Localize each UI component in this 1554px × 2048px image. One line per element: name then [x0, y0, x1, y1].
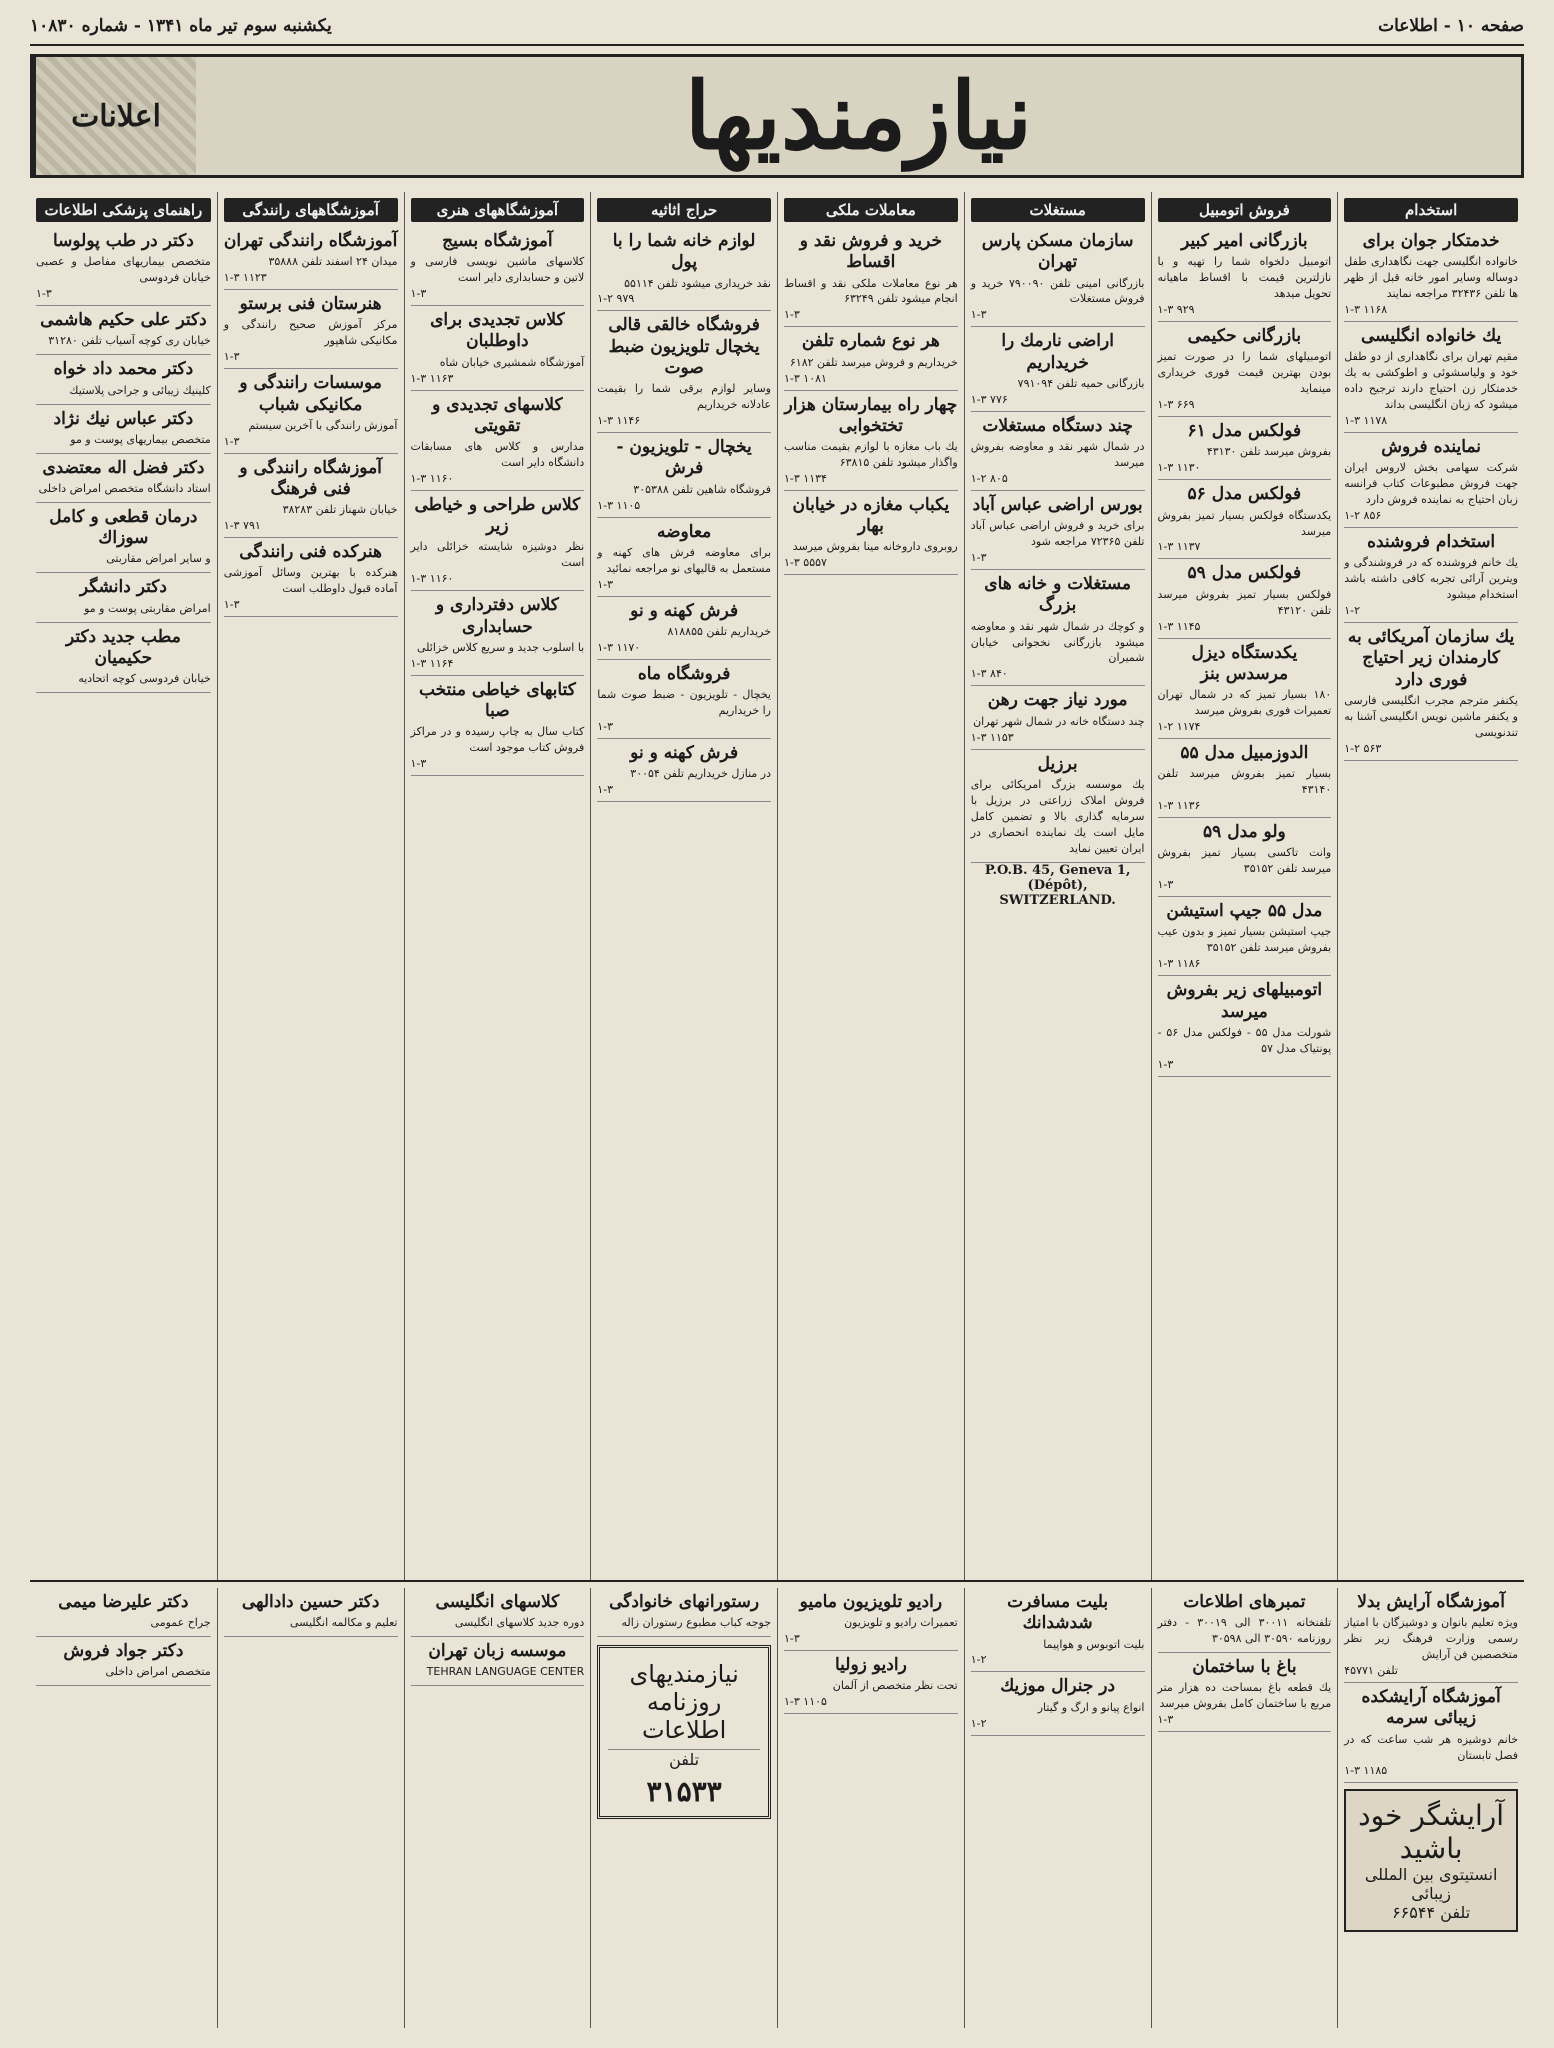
ad-body: یك باب مغازه با لوازم بقیمت مناسب واگذار میشود تلفن ۶۳۸۱۵	[784, 440, 958, 469]
ad-body: یخچال - تلویزیون - ضبط صوت شما را خریداریم	[597, 688, 771, 717]
ad-headline: کلاس دفترداری و حسابداری	[435, 595, 559, 637]
classified-ad	[597, 1588, 771, 1637]
ad-code: ۱-۳ ۱۱۵۳	[970, 730, 1014, 744]
classified-ad	[1158, 417, 1332, 480]
ad-headline: یك سازمان آمریکائی به کارمندان زیر احتیاج فوری دارد	[1347, 627, 1515, 690]
classified-ad	[1344, 433, 1518, 528]
ad-code: ۱-۳	[784, 1632, 800, 1646]
ad-body: شورلت مدل ۵۵ - فولکس مدل ۵۶ - پونتیاک مدل ۵۷	[1157, 1025, 1332, 1055]
lower-column	[217, 1588, 404, 2028]
ad-code: ۱-۲ ۸۵۶	[1344, 509, 1382, 523]
ad-code: ۱-۳ ۱۱۶۳	[410, 371, 454, 385]
ad-headline: معاوضه	[657, 521, 712, 542]
ad-headline: فرش کهنه و نو	[630, 600, 739, 621]
ad-code: ۱-۲ ۵۶۳	[1344, 741, 1382, 755]
classified-ad	[411, 227, 585, 306]
classified-ad	[36, 1637, 211, 1686]
ad-body: یکدستگاه فولکس بسیار تمیز بفروش میرسد	[1157, 508, 1332, 538]
classified-ad	[597, 227, 771, 311]
ad-headline: مطب جدید دکتر حکیمیان	[65, 626, 181, 668]
classified-ad	[971, 1672, 1145, 1735]
ad-body: ویژه تعلیم بانوان و دوشیزگان با امتیاز رسمی وزارت فرهنگ زیر نظر متخصصین فن آرایش	[1344, 1616, 1518, 1662]
ad-code: ۱-۳ ۱۱۶۸	[1344, 303, 1388, 317]
classified-ad	[971, 227, 1145, 327]
ad-code: ۱-۳	[597, 783, 614, 797]
column	[404, 192, 591, 1582]
classified-ad	[411, 306, 585, 390]
ad-body: با اسلوب جدید و سریع کلاس خزائلی	[416, 640, 585, 654]
column	[1151, 192, 1338, 1582]
classified-ad	[784, 1588, 958, 1651]
ad-headline: آموزشگاه آرایش بدلا	[1357, 1592, 1506, 1612]
ad-code: ۱-۲ ۱۱۷۴	[1157, 719, 1201, 733]
column	[30, 192, 217, 1582]
ad-code: ۱-۳ ۱۱۳۶	[1157, 799, 1201, 813]
ad-body: و سایر امراض مقاربتی	[106, 552, 211, 566]
ad-code: ۱-۳	[410, 757, 427, 771]
column	[217, 192, 404, 1582]
ad-body: نقد خریداری میشود تلفن ۵۵۱۱۴	[624, 276, 771, 290]
classified-ad	[1158, 559, 1332, 638]
ad-headline: مدل ۵۵ جیپ استیشن	[1166, 901, 1323, 922]
ad-headline: بازرگانی امیر کبیر	[1181, 231, 1308, 251]
classified-ad	[784, 227, 958, 327]
ad-headline: دکتر علی حکیم هاشمی	[40, 310, 207, 331]
ad-headline: فولکس مدل ۵۹	[1187, 563, 1302, 584]
lower-column	[1337, 1588, 1524, 2028]
classified-ad	[971, 412, 1145, 491]
ad-headline: بلیت مسافرت شدشدانك	[1007, 1592, 1109, 1634]
ad-body: فولکس بسیار تمیز بفروش میرسد تلفن ۴۳۱۲۰	[1157, 587, 1332, 617]
section-heading: مستغلات	[971, 198, 1145, 222]
classified-ad	[224, 454, 398, 538]
ad-headline: فروشگاه خالقی قالی یخچال تلویزیون ضبط صوت	[608, 315, 760, 378]
ad-headline: ولو مدل ۵۹	[1203, 822, 1286, 843]
ad-body: جیپ استیشن بسیار تمیز و بدون عیب بفروش میرسد تلفن ۳۵۱۵۲	[1157, 925, 1332, 955]
ad-code: ۱-۳	[970, 551, 987, 565]
classified-ad	[1158, 1653, 1332, 1732]
ad-headline: دکتر علیرضا میمی	[58, 1592, 189, 1612]
ad-code: ۱-۲ ۸۰۵	[970, 471, 1008, 485]
ad-body: میدان ۲۴ اسفند تلفن ۳۵۸۸۸	[268, 255, 398, 269]
classified-ad	[36, 573, 211, 622]
lower-column	[1151, 1588, 1338, 2028]
ad-code: ۱-۳	[597, 719, 614, 733]
ad-code: ۱-۳ ۱۱۴۶	[597, 414, 641, 428]
beauty-institute-ad	[1344, 1789, 1518, 1932]
ad-body: استاد دانشگاه متخصص امراض داخلی	[38, 481, 211, 495]
page-header	[30, 14, 1524, 46]
ad-headline: کلاسهای تجدیدی و تقویتی	[432, 394, 563, 436]
ad-code: ۱-۳	[223, 350, 240, 364]
page-number: صفحه ۱۰ - اطلاعات	[1378, 16, 1524, 36]
ad-code: ۱-۳	[223, 434, 240, 448]
ad-body: وسایر لوازم برقی شما را بقیمت عادلانه خریداریم	[597, 382, 771, 412]
classified-ad	[1344, 528, 1518, 623]
section-heading: معاملات ملکی	[784, 198, 958, 222]
ad-body: خریداریم و فروش میرسد تلفن ۶۱۸۲	[789, 355, 958, 369]
ad-body: مرکز آموزش صحیح رانندگی و مکانیکی شاهپور	[223, 318, 398, 348]
masthead	[30, 54, 1524, 178]
classified-ad	[1158, 897, 1332, 976]
box-phone: ۳۱۵۳۳	[646, 1775, 722, 1809]
newspaper-classifieds-box	[597, 1645, 771, 1819]
ad-body: هنرکده با بهترین وسائل آموزشی آماده قبول داوطلب است	[223, 566, 398, 596]
ad-code: ۱-۳	[36, 287, 52, 301]
ad-headline: باغ با ساختمان	[1192, 1657, 1297, 1678]
box-label: تلفن	[669, 1750, 700, 1770]
classified-ad	[411, 391, 585, 491]
ad-code: ۱-۳ ۱۱۷۸	[1344, 414, 1388, 428]
classified-ad	[1344, 322, 1518, 433]
classified-ad	[971, 1588, 1145, 1672]
ad-code: ۱-۳	[784, 308, 800, 322]
ad-code: ۱-۳ ۱۱۰۵	[597, 498, 641, 512]
ad-body: در منازل خریداریم تلفن ۳۰۰۵۴	[630, 767, 771, 781]
ad-headline: کتابهای خیاطی منتخب صبا	[418, 679, 576, 721]
ad-code: ۱-۳	[223, 598, 240, 612]
ad-code: ۱-۳ ۸۴۰	[970, 667, 1008, 681]
footer-ad-headline: آرایشگر خود باشید	[1358, 1799, 1505, 1866]
ad-body: آموزشگاه شمشیری خیابان شاه	[439, 355, 585, 369]
classified-ad	[224, 227, 398, 290]
ad-headline: رادیو تلویزیون مامیو	[799, 1592, 943, 1612]
masthead-title: نیازمندیها	[684, 62, 1033, 170]
column	[777, 192, 964, 1582]
ad-headline: یکباب مغازه در خیابان بهار	[792, 494, 950, 537]
classified-ad	[1344, 1588, 1518, 1683]
ad-body: ۱۸۰ بسیار تمیز که در شمال تهران تعمیرات فوری بفروش میرسد	[1157, 688, 1332, 717]
ad-body: خانواده انگلیسی جهت نگاهداری طفل دوساله وسایر امور خانه قبل از ظهر ها تلفن ۳۲۴۳۶ مراجعه نمایند	[1344, 255, 1518, 301]
ad-headline: استخدام فروشنده	[1367, 532, 1496, 553]
ad-headline: فروشگاه ماه	[637, 663, 731, 684]
section-heading: آموزشگاههای رانندگی	[224, 198, 398, 222]
ad-headline: آموزشگاه آرایشکده زیبائی سرمه	[1361, 1687, 1501, 1729]
classified-ad	[1158, 739, 1332, 818]
ad-body: شرکت سهامی بخش لاروس ایران جهت فروش مطبوعات کتاب فرانسه زبان احتیاج به نماینده فروش دارد	[1344, 461, 1518, 507]
classified-ad	[411, 1588, 585, 1637]
classified-ad	[1344, 1683, 1518, 1783]
ad-body: مقیم تهران برای نگاهداری از دو طفل خود و ولیاسشوئی و اطوکشی به یك خدمتکار زن احتیاج دارند ترجیح داده میشود که زبان انگلیسی بداند	[1344, 350, 1518, 412]
ad-body: کتاب سال به چاپ رسیده و در مراکز فروش کتاب موجود است	[410, 725, 585, 755]
ad-code: ۱-۲	[970, 1716, 987, 1730]
ad-headline: دکتر محمد داد خواه	[53, 359, 194, 380]
ad-code: ۱-۳	[597, 577, 614, 591]
ad-headline: دکتر حسین دادالهی	[241, 1592, 380, 1612]
classified-ad	[411, 591, 585, 675]
classified-ad	[597, 739, 771, 802]
ad-body: برای خرید و فروش اراضی عباس آباد تلفن ۷۲۳۶۵ مراجعه شود	[970, 519, 1145, 549]
ad-headline: اراضی نارمك را خریداریم	[1001, 331, 1114, 373]
classified-ad	[1158, 480, 1332, 559]
ad-code: تلفن ۴۵۷۷۱	[1344, 1664, 1398, 1678]
ad-body: خریداریم تلفن ۸۱۸۸۵۵	[667, 624, 771, 638]
classified-ad	[784, 491, 958, 575]
section-heading: حراج اثاثیه	[597, 198, 771, 222]
ad-code: ۱-۳ ۱۱۸۶	[1157, 957, 1201, 971]
ad-headline: دکتر جواد فروش	[63, 1641, 184, 1662]
ad-headline: چند دستگاه مستغلات	[982, 415, 1133, 436]
ad-body: کلاسهای ماشین نویسی فارسی و لاتین و حسابداری دایر است	[410, 255, 585, 285]
ad-code: ۱-۳ ۱۱۶۴	[410, 656, 454, 670]
classified-ad	[224, 369, 398, 453]
lower-column	[404, 1588, 591, 2028]
ad-code: ۱-۲	[1344, 604, 1361, 618]
ad-body: چند دستگاه خانه در شمال شهر تهران	[973, 714, 1145, 728]
ad-headline: فولکس مدل ۵۶	[1187, 484, 1302, 505]
footer-ad-phone: تلفن ۶۶۵۴۴	[1392, 1903, 1471, 1923]
ad-headline: دکتر در طب پولوسا	[52, 231, 194, 251]
ad-code: ۱-۳ ۱۱۰۵	[784, 1695, 827, 1709]
classified-ad	[224, 290, 398, 369]
ad-body: متخصص بیماریهای پوست و مو	[70, 432, 211, 446]
ad-headline: رستورانهای خانوادگی	[609, 1592, 760, 1612]
ad-headline: سازمان مسکن پارس تهران	[981, 231, 1134, 273]
issue-date: یکشنبه سوم تیر ماه ۱۳۴۱ - شماره ۱۰۸۳۰	[30, 16, 332, 36]
ad-body: برای معاوضه فرش های کهنه و مستعمل به قالیهای نو مراجعه نمائید	[597, 545, 771, 575]
classified-ad	[224, 1588, 398, 1637]
lower-column	[777, 1588, 964, 2028]
column	[1337, 192, 1524, 1582]
ad-body: وانت تاکسی بسیار تمیز بفروش میرسد تلفن ۳۵۱۵۲	[1157, 846, 1332, 876]
ad-headline: یکدستگاه دیزل مرسدس بنز	[1191, 642, 1298, 684]
ad-headline: آموزشگاه بسیج	[442, 231, 553, 251]
lower-section	[30, 1580, 1524, 2038]
ad-headline: تمبرهای اطلاعات	[1183, 1592, 1306, 1612]
ad-headline: لوازم خانه شما را با پول	[612, 231, 756, 273]
ad-code: ۱-۳ ۱۱۶۰	[410, 471, 454, 485]
ad-headline: آموزشگاه رانندگی و فنی فرهنگ	[239, 457, 382, 499]
classified-ad	[36, 503, 211, 573]
ad-headline: بازرگانی حکیمی	[1187, 326, 1302, 347]
ad-body: بازرگانی امینی تلفن ۷۹۰۰۹۰ خرید و فروش مستغلات	[970, 276, 1145, 306]
classified-ad	[784, 1651, 958, 1714]
ad-body: خیابان شهناز تلفن ۳۸۲۸۳	[282, 503, 398, 517]
ad-body: خیابان ری کوچه آسیاب تلفن ۳۱۲۸۰	[48, 334, 211, 348]
ad-body: دوره جدید کلاسهای انگلیسی	[454, 1616, 585, 1630]
ad-body: و کوچك در شمال شهر نقد و معاوضه میشود بازرگانی نخجوانی خیابان شمیران	[970, 619, 1145, 665]
ad-headline: در جنرال موزیك	[1000, 1676, 1116, 1697]
ad-headline: فرش کهنه و نو	[630, 742, 739, 763]
ad-headline: کلاس تجدیدی برای داوطلبان	[430, 310, 565, 352]
classified-ad	[784, 391, 958, 491]
classified-ad	[971, 327, 1145, 411]
ad-code: ۱-۳ ۱۱۷۰	[597, 640, 641, 654]
classified-ad	[1158, 1588, 1332, 1653]
ad-headline: یك خانواده انگلیسی	[1361, 326, 1502, 347]
ad-headline: برزیل	[1037, 753, 1078, 774]
classified-ad	[597, 433, 771, 517]
ad-code: ۱-۳ ۱۱۶۰	[410, 572, 454, 586]
classified-ad	[36, 227, 211, 306]
ad-headline: آموزشگاه رانندگی تهران	[223, 231, 398, 251]
classified-ad	[36, 405, 211, 454]
ad-body: تعلیم و مکالمه انگلیسی	[289, 1616, 398, 1630]
classified-ad	[1158, 818, 1332, 897]
ad-headline: دکتر فضل اله معتضدی	[42, 457, 205, 478]
classified-ad	[1158, 976, 1332, 1076]
ad-code: ۱-۳ ۶۶۹	[1157, 398, 1195, 412]
classified-ad	[597, 660, 771, 739]
ad-headline: موسسات رانندگی و مکانیکی شباب	[239, 373, 382, 415]
ad-body: جوجه کباب مطبوع رستوران زاله	[621, 1616, 771, 1630]
ad-body: یك خانم فروشنده که در فروشندگی و ویترین آرائی تجربه کافی داشته باشد استخدام میشود	[1344, 556, 1518, 602]
ad-headline: هنرکده فنی رانندگی	[239, 542, 382, 563]
ad-body: نظر دوشیزه شایسته خزائلی دایر است	[410, 540, 585, 570]
ad-body: فروشگاه شاهین تلفن ۳۰۵۳۸۸	[633, 482, 771, 496]
classified-ad	[1344, 623, 1518, 761]
mailing-address: P.O.B. 45, Geneva 1, (Dépôt), SWITZERLAND.	[984, 862, 1131, 908]
ad-body: بلیت اتوبوس و هواپیما	[1043, 1637, 1145, 1651]
masthead-tag: اعلانات	[33, 57, 196, 175]
ad-body: امراض مقاربتی پوست و مو	[84, 601, 211, 615]
ad-code: ۱-۳	[1157, 878, 1174, 892]
ad-body: TEHRAN LANGUAGE CENTER	[426, 1665, 585, 1679]
ad-body: اتومبیل دلخواه شما را تهیه و با نازلترین قیمت با اقساط ماهیانه تحویل میدهد	[1157, 255, 1332, 301]
classified-ad	[1158, 322, 1332, 417]
classified-ad	[971, 491, 1145, 570]
ad-headline: دکتر عباس نیك نژاد	[53, 408, 194, 429]
column	[964, 192, 1151, 1582]
lower-column	[30, 1588, 217, 2028]
ad-headline: مورد نیاز جهت رهن	[987, 690, 1128, 711]
ad-headline: هنرستان فنی برستو	[239, 294, 382, 315]
ad-code: ۱-۳ ۱۱۳۴	[784, 471, 827, 485]
ad-headline: کلاسهای انگلیسی	[435, 1592, 560, 1612]
ad-body: اتومبیلهای شما را در صورت تمیز بودن بهترین قیمت فوری خریداری مینماید	[1157, 350, 1332, 396]
classified-ad	[784, 327, 958, 390]
ad-headline: یخچال - تلویزیون - فرش	[616, 437, 752, 479]
ad-code: ۱-۳ ۹۲۹	[1157, 303, 1195, 317]
ad-body: تلفنخانه ۳۰۰۱۱ الی ۳۰۰۱۹ - دفتر روزنامه ۳۰۵۹۰ الی ۳۰۵۹۸	[1157, 1616, 1332, 1646]
classified-ad	[1158, 227, 1332, 322]
ad-body: آموزش رانندگی با آخرین سیستم	[248, 418, 398, 432]
classified-ad	[971, 570, 1145, 686]
ad-body: بازرگانی حمیه تلفن ۷۹۱۰۹۴	[1017, 376, 1145, 390]
ad-code: ۱-۳ ۱۱۸۵	[1344, 1764, 1388, 1778]
ad-code: ۱-۳	[410, 287, 427, 301]
ad-code: ۱-۳ ۱۱۲۳	[223, 271, 267, 285]
lower-column	[964, 1588, 1151, 2028]
ad-body: مدارس و کلاس های مسابقات دانشگاه دایر است	[410, 440, 585, 469]
ad-body: جراح عمومی	[150, 1616, 211, 1630]
section-heading: راهنمای پزشکی اطلاعات	[36, 198, 211, 222]
ad-code: ۱-۳	[1157, 1057, 1174, 1071]
column	[590, 192, 777, 1582]
ad-body: خانم دوشیزه هر شب ساعت که در فصل تابستان	[1344, 1732, 1518, 1762]
ad-body: انواع پیانو و ارگ و گیتار	[1037, 1700, 1145, 1714]
classified-ad	[36, 623, 211, 693]
classified-ad	[411, 491, 585, 591]
ad-body: یکنفر مترجم مجرب انگلیسی فارسی و یکنفر ماشین نویس انگلیسی آشنا به تندنویسی	[1344, 693, 1518, 739]
classified-ad	[971, 750, 1145, 863]
ad-body: روبروی داروخانه مینا بفروش میرسد	[792, 540, 958, 554]
ad-code: ۱-۳ ۱۱۳۰	[1157, 461, 1201, 475]
ad-code: ۱-۲ ۹۷۹	[597, 292, 635, 306]
ad-headline: بورس اراضی عباس آباد	[972, 494, 1143, 515]
ad-body: متخصص بیماریهای مفاصل و عصبی خیابان فردوسی	[36, 255, 211, 285]
ad-headline: رادیو زولیا	[834, 1655, 907, 1676]
ad-headline: کلاس طراحی و خیاطی زیر	[414, 494, 581, 537]
classified-ad	[597, 311, 771, 433]
ad-headline: خرید و فروش نقد و اقساط	[799, 231, 943, 273]
lower-column	[590, 1588, 777, 2028]
section-heading: فروش اتومبیل	[1158, 198, 1332, 222]
classified-ad	[224, 538, 398, 617]
ad-code: ۱-۳ ۱۰۸۱	[784, 371, 827, 385]
ad-body: بسیار تمیز بفروش میرسد تلفن ۴۳۱۴۰	[1157, 767, 1332, 797]
ad-body: یك موسسه بزرگ امریکائی برای فروش املاک زراعتی در برزیل با سرمایه گذاری بالا و تضمین کامل مایل است یك نماینده انحصاری در ایران تعیین نماید	[970, 777, 1145, 855]
ad-headline: دکتر دانشگر	[79, 577, 167, 598]
ad-body: تحت نظر متخصص از آلمان	[832, 1679, 958, 1693]
classified-ad	[597, 518, 771, 597]
classified-ad	[411, 676, 585, 776]
ad-code: ۱-۳ ۵۵۵۷	[784, 556, 827, 570]
ad-headline: فولکس مدل ۶۱	[1187, 421, 1302, 442]
ad-code: ۱-۳	[970, 308, 987, 322]
ad-code: ۱-۲	[970, 1653, 987, 1667]
ad-body: کلینیك زیبائی و جراحی پلاستیك	[69, 383, 211, 397]
ad-headline: هر نوع شماره تلفن	[801, 331, 940, 352]
classified-ad	[597, 597, 771, 660]
classified-ad	[36, 454, 211, 503]
ad-body: در شمال شهر نقد و معاوضه بفروش میرسد	[970, 440, 1145, 469]
ad-body: هر نوع معاملات ملکی نقد و اقساط انجام میشود تلفن ۶۳۲۴۹	[784, 276, 958, 306]
ad-body: یك قطعه باغ بمساحت ده هزار متر مربع با ساختمان کامل بفروش میرسد	[1157, 1681, 1332, 1711]
classified-columns	[30, 192, 1524, 1582]
classified-ad	[411, 1637, 585, 1686]
ad-headline: الدوزمبیل مدل ۵۵	[1180, 742, 1309, 763]
ad-headline: موسسه زبان تهران	[428, 1641, 567, 1662]
ad-body: خیابان فردوسی کوچه اتحادیه	[78, 672, 211, 685]
ad-headline: خدمتکار جوان برای	[1362, 231, 1500, 251]
classified-ad	[1344, 227, 1518, 322]
classified-ad	[36, 355, 211, 404]
ad-code: ۱-۳ ۷۷۶	[970, 392, 1008, 406]
ad-body: متخصص امراض داخلی	[105, 1665, 211, 1679]
box-headline: نیازمندیهای روزنامه اطلاعات	[608, 1656, 760, 1750]
section-heading: استخدام	[1344, 198, 1518, 222]
section-heading: آموزشگاههای هنری	[411, 198, 585, 222]
ad-code: ۱-۳ ۱۱۳۷	[1157, 540, 1201, 554]
ad-body: بفروش میرسد تلفن ۴۳۱۳۰	[1206, 445, 1332, 459]
classified-ad	[1158, 639, 1332, 739]
ad-body: تعمیرات رادیو و تلویزیون	[844, 1616, 958, 1630]
ad-headline: نماینده فروش	[1381, 437, 1482, 458]
ad-headline: اتومبیلهای زیر بفروش میرسد	[1166, 980, 1323, 1022]
ad-headline: چهار راه بیمارستان هزار تختخوابی	[784, 394, 958, 436]
classified-ad	[36, 306, 211, 355]
footer-ad-body: انستیتوی بین المللی زیبائی	[1364, 1865, 1498, 1904]
ad-headline: مستغلات و خانه های بزرگ	[984, 574, 1131, 616]
classified-ad	[971, 686, 1145, 749]
ad-code: ۱-۳ ۱۱۴۵	[1157, 619, 1201, 633]
ad-code: ۱-۳ ۷۹۱	[223, 519, 261, 533]
ad-headline: درمان قطعی و کامل سوزاك	[49, 506, 198, 549]
ad-code: ۱-۳	[1157, 1713, 1174, 1727]
classified-ad	[36, 1588, 211, 1637]
